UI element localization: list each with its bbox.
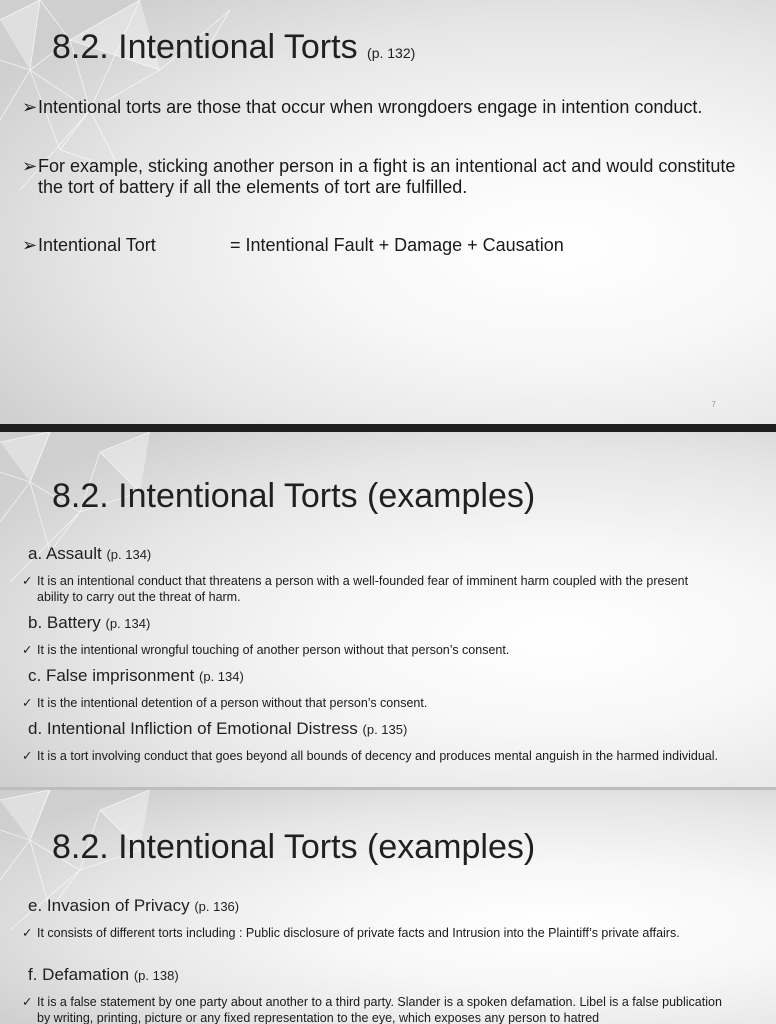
description-text: It is the intentional detention of a person without that person’s consent. [37, 696, 428, 710]
page-reference: (p. 134) [106, 547, 152, 562]
example-description [22, 994, 722, 1024]
slide-separator [0, 424, 776, 432]
example-heading [28, 896, 239, 916]
equation-definition: = Intentional Fault + Damage + Causation [230, 235, 564, 255]
page-reference: (p. 135) [362, 722, 408, 737]
example-heading [28, 613, 150, 633]
title-text: 8.2. Intentional Torts [52, 28, 358, 66]
slide-intentional-torts-examples-continued [0, 790, 776, 1024]
slide-intentional-torts [0, 0, 776, 424]
example-heading-text: a. Assault [28, 544, 102, 563]
checkmark-icon: ✓ [22, 574, 33, 588]
bullet-item [22, 97, 742, 118]
checkmark-icon: ✓ [22, 749, 33, 763]
page-reference: (p. 134) [105, 616, 151, 631]
bullet-text: Intentional torts are those that occur when wrongdoers engage in intention conduct. [38, 97, 703, 117]
equation-bullet [22, 235, 742, 256]
equation-term: Intentional Tort [38, 235, 156, 255]
description-text: It is a tort involving conduct that goes beyond all bounds of decency and produces mental anguish in the harmed individual. [37, 749, 718, 763]
description-text: It consists of different torts including : Public disclosure of private facts and Intrusion into the Plaintiff’s private affairs. [37, 926, 680, 940]
example-heading [28, 965, 179, 985]
checkmark-icon: ✓ [22, 995, 33, 1009]
arrow-bullet-icon: ➢ [22, 156, 38, 176]
example-heading [28, 544, 151, 564]
slide-title: 8.2. Intentional Torts (examples) [52, 828, 536, 866]
page-reference: (p. 138) [133, 968, 179, 983]
description-text: It is the intentional wrongful touching of another person without that person’s consent. [37, 643, 510, 657]
example-heading [28, 719, 407, 739]
example-heading-text: f. Defamation [28, 965, 130, 984]
arrow-bullet-icon: ➢ [22, 235, 38, 255]
description-text: It is an intentional conduct that threatens a person with a well-founded fear of imminent harm coupled with the present ability to carry out the threat of harm. [37, 574, 689, 604]
example-heading [28, 666, 244, 686]
example-heading-text: b. Battery [28, 613, 101, 632]
example-heading-text: d. Intentional Infliction of Emotional Distress [28, 719, 358, 738]
example-description [22, 748, 722, 764]
arrow-bullet-icon: ➢ [22, 97, 38, 117]
checkmark-icon: ✓ [22, 926, 33, 940]
checkmark-icon: ✓ [22, 696, 33, 710]
example-heading-text: c. False imprisonment [28, 666, 195, 685]
example-heading-text: e. Invasion of Privacy [28, 896, 190, 915]
example-description [22, 925, 722, 941]
bullet-item [22, 156, 742, 198]
slide-title: 8.2. Intentional Torts (examples) [52, 477, 536, 515]
example-description [22, 573, 722, 605]
example-description [22, 642, 722, 658]
page-reference: (p. 136) [194, 899, 240, 914]
page-reference: (p. 132) [367, 45, 416, 61]
slide-intentional-torts-examples [0, 432, 776, 787]
page-number: 7 [711, 400, 716, 409]
checkmark-icon: ✓ [22, 643, 33, 657]
page-reference: (p. 134) [199, 669, 244, 684]
slide-title [52, 28, 415, 67]
description-text: It is a false statement by one party about another to a third party. Slander is a spoken defamation. Libel is a false publication by writing, printing, picture or any fixed representation to the eye, which exposes any person to hatred [37, 995, 722, 1024]
example-description [22, 695, 722, 711]
bullet-text: For example, sticking another person in a fight is an intentional act and would constitute the tort of battery if all the elements of tort are fulfilled. [38, 156, 736, 197]
